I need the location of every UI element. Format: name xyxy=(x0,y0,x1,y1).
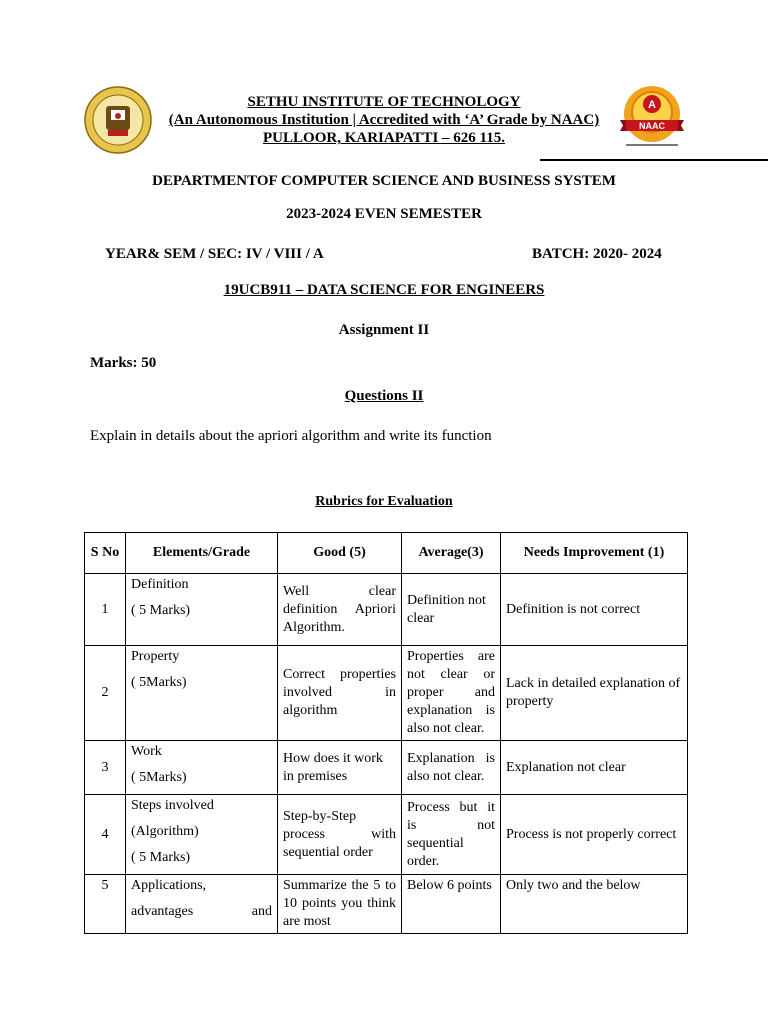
element-line: ( 5 Marks) xyxy=(131,603,191,618)
element-line: ( 5 Marks) xyxy=(131,850,191,865)
semester-title: 2023-2024 EVEN SEMESTER xyxy=(286,206,482,222)
institution-address: PULLOOR, KARIAPATTI – 626 115. xyxy=(263,130,505,146)
table-row xyxy=(85,646,688,741)
marks: Marks: 50 xyxy=(90,355,157,371)
row-element xyxy=(126,875,278,934)
row-good: Summarize the 5 to 10 points you think are most xyxy=(278,875,402,934)
row-sno: 2 xyxy=(85,646,126,741)
header-good: Good (5) xyxy=(278,533,402,574)
row-average: Definition not clear xyxy=(402,574,501,646)
row-needs: Definition is not correct xyxy=(501,574,688,646)
element-line: Work xyxy=(131,744,162,759)
course-title: 19UCB911 – DATA SCIENCE FOR ENGINEERS xyxy=(223,282,545,298)
batch: BATCH: 2020- 2024 xyxy=(532,246,662,262)
institution-subtitle: (An Autonomous Institution | Accredited with ‘A’ Grade by NAAC) xyxy=(168,112,600,128)
row-needs: Lack in detailed explanation of property xyxy=(501,646,688,741)
question-text: Explain in details about the apriori algorithm and write its function xyxy=(90,428,492,444)
naac-text: NAAC xyxy=(639,121,665,131)
element-line: (Algorithm) xyxy=(131,824,199,839)
table-row xyxy=(85,875,688,934)
row-good: Step-by-Step process with sequential order xyxy=(278,795,402,875)
naac-letter: A xyxy=(648,99,656,111)
element-line: ( 5Marks) xyxy=(131,675,187,690)
row-needs: Explanation not clear xyxy=(501,741,688,795)
table-row xyxy=(85,795,688,875)
row-element xyxy=(126,574,278,646)
table-row xyxy=(85,574,688,646)
row-needs: Only two and the below xyxy=(501,875,688,934)
row-sno: 5 xyxy=(85,875,126,934)
header-elements: Elements/Grade xyxy=(126,533,278,574)
institution-name: SETHU INSTITUTE OF TECHNOLOGY xyxy=(247,94,521,110)
department-title: DEPARTMENTOF COMPUTER SCIENCE AND BUSINESS SYSTEM xyxy=(152,173,616,189)
rubrics-heading: Rubrics for Evaluation xyxy=(315,494,453,509)
rubrics-table xyxy=(84,532,688,934)
row-average: Below 6 points xyxy=(402,875,501,934)
header-sno: S No xyxy=(85,533,126,574)
table-header-row xyxy=(85,533,688,574)
row-average: Explanation is also not clear. xyxy=(402,741,501,795)
row-element xyxy=(126,646,278,741)
row-average: Process but it is not sequential order. xyxy=(402,795,501,875)
row-element xyxy=(126,741,278,795)
row-good: How does it work in premises xyxy=(278,741,402,795)
naac-logo-icon xyxy=(612,84,692,154)
header-rule xyxy=(540,159,768,161)
table-row xyxy=(85,741,688,795)
element-line: Applications, xyxy=(131,878,207,893)
row-sno: 3 xyxy=(85,741,126,795)
year-sem-sec: YEAR& SEM / SEC: IV / VIII / A xyxy=(105,246,324,262)
element-line: advantages and xyxy=(131,904,272,919)
header-average: Average(3) xyxy=(402,533,501,574)
row-good: Well clear definition Apriori Algorithm. xyxy=(278,574,402,646)
row-sno: 1 xyxy=(85,574,126,646)
assignment-title: Assignment II xyxy=(338,322,430,338)
row-good: Correct properties involved in algorithm xyxy=(278,646,402,741)
row-sno: 4 xyxy=(85,795,126,875)
element-line: ( 5Marks) xyxy=(131,770,187,785)
element-line: Property xyxy=(131,649,180,664)
element-line: Steps involved xyxy=(131,798,214,813)
row-needs: Process is not properly correct xyxy=(501,795,688,875)
element-line: Definition xyxy=(131,577,189,592)
row-element xyxy=(126,795,278,875)
row-average: Properties are not clear or proper and explanation is also not clear. xyxy=(402,646,501,741)
questions-heading: Questions II xyxy=(344,388,424,404)
header-needs-improvement: Needs Improvement (1) xyxy=(501,533,688,574)
